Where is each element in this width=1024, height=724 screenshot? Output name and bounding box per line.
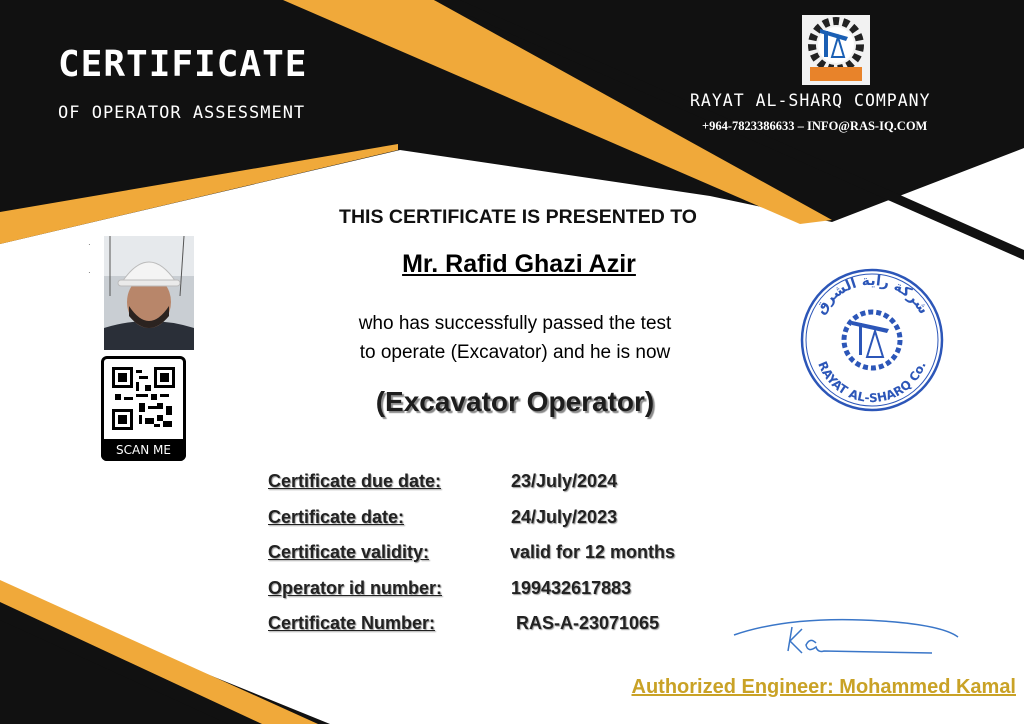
- presented-to-heading: THIS CERTIFICATE IS PRESENTED TO: [339, 206, 697, 228]
- stamp-text-top: شركة راية الشرق: [812, 272, 932, 318]
- certificate-title: CERTIFICATE: [58, 44, 308, 85]
- detail-label: Certificate Number:: [268, 613, 436, 633]
- scan-me-label: SCAN ME: [101, 439, 186, 461]
- detail-row-certificate-date: [268, 507, 404, 528]
- detail-label: Certificate date:: [268, 507, 405, 527]
- detail-value-operator-id: 199432617883: [511, 578, 632, 598]
- statement-line-2: to operate (Excavator) and he is now: [359, 342, 671, 363]
- company-stamp-icon: [797, 265, 947, 415]
- detail-value-certificate-date: 24/July/2023: [511, 507, 618, 527]
- detail-row-certificate-number: [268, 613, 435, 634]
- statement-line-1: who has successfully passed the test: [358, 313, 672, 334]
- decor-dot: ·: [88, 268, 91, 277]
- decor-dot: ·: [88, 240, 91, 249]
- operator-role: (Excavator Operator): [375, 386, 655, 417]
- detail-row-operator-id: [268, 578, 442, 599]
- company-contact: +964-7823386633 – INFO@RAS-IQ.COM: [702, 119, 928, 133]
- company-name: RAYAT AL-SHARQ COMPANY: [690, 91, 931, 110]
- detail-row-validity: [268, 542, 429, 563]
- detail-label: Certificate validity:: [268, 542, 430, 562]
- certificate-subtitle: OF OPERATOR ASSESSMENT: [58, 103, 306, 123]
- authorized-engineer: Authorized Engineer: Mohammed Kamal: [631, 676, 1016, 698]
- signature-icon: [732, 615, 962, 660]
- company-logo-icon: [802, 15, 870, 85]
- detail-value-certificate-number: RAS-A-23071065: [516, 613, 660, 633]
- detail-label: Certificate due date:: [268, 471, 442, 491]
- detail-value-validity: valid for 12 months: [510, 542, 676, 562]
- recipient-name: Mr. Rafid Ghazi Azir: [402, 250, 636, 278]
- stamp-text-bottom: RAYAT AL-SHARQ Co.: [815, 359, 929, 406]
- detail-label: Operator id number:: [268, 578, 443, 598]
- detail-value-due-date: 23/July/2024: [511, 471, 618, 491]
- detail-row-due-date: [268, 471, 441, 492]
